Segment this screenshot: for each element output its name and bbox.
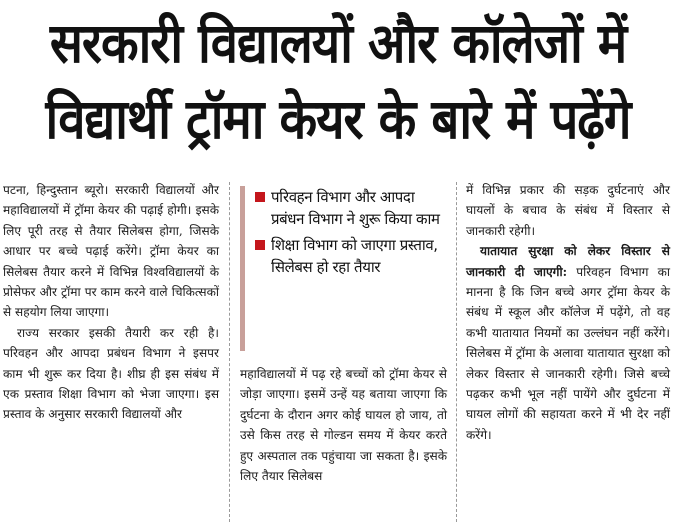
subhead-paragraph (466, 241, 670, 445)
headline-line-2: विद्यार्थी ट्रॉमा केयर के बारे में पढ़ेंगे (45, 87, 631, 152)
highlight-text: परिवहन विभाग और आपदा प्रबंधन विभाग ने शुरू किया काम (271, 188, 440, 228)
highlight-text: शिक्षा विभाग को जाएगा प्रस्ताव, सिलेबस हो रहा तैयार (271, 236, 438, 276)
paragraph: महाविद्यालयों में पढ़ रहे बच्चों को ट्रॉमा केयर से जोड़ा जाएगा। इसमें उन्हें यह बताया जाएगा कि दुर्घटना के दौरान अगर कोई घायल हो जाय, तो उसे किस तरह से गोल्डन समय में केयर करते हुए अस्पताल तक पहुंचाया जा सकता है। इसके लिए तैयार सिलेबस (240, 367, 447, 484)
column-divider (229, 182, 230, 522)
paragraph: में विभिन्न प्रकार की सड़क दुर्घटनाएं और घायलों के बचाव के संबंध में विस्तार से जानकारी रहेगी। (466, 183, 670, 238)
highlight-box (240, 186, 451, 351)
article-column-3 (466, 180, 670, 445)
paragraph-text: परिवहन विभाग का मानना है कि जिन बच्चे अगर ट्रॉमा केयर के संबंध में स्कूल और कॉलेज में पढ़ेंगे, तो वह कभी यातायात नियमों का उल्लंघन नहीं करेंगे। सिलेबस में ट्रॉमा के अलावा यातायात सुरक्षा को लेकर विस्तार से जानकारी रहेगी। जिसे बच्चे पढ़कर कभी भूल नहीं पायेंगे और दुर्घटना में घायल लोगों की सहायता करने में भी देर नहीं करेंगे। (466, 264, 670, 442)
headline-line-1: सरकारी विद्यालयों और कॉलेजों में (49, 11, 627, 76)
highlight-item (245, 234, 451, 278)
square-bullet-icon (255, 240, 265, 250)
square-bullet-icon (255, 192, 265, 202)
column-divider (456, 182, 457, 522)
article-column-1 (3, 180, 219, 425)
paragraph: पटना, हिन्दुस्तान ब्यूरो। सरकारी विद्यालयों और महाविद्यालयों में ट्रॉमा केयर की पढ़ाई होगी। इसके लिए पूरी तरह से तैयार सिलेबस होगा, जिसके आधार पर बच्चे पढ़ाई करेंगे। ट्रॉमा केयर का सिलेबस तैयार करने में विभिन्न विश्वविद्यालयों के प्रोसेफर और ट्रॉमा पर काम करने वाले चिकित्सकों से सहयोग लिया जाएगा। (3, 183, 219, 320)
subheading: यातायात सुरक्षा को लेकर विस्तार से जानकारी दी जाएगी: (466, 244, 670, 279)
paragraph: राज्य सरकार इसकी तैयारी कर रही है। परिवहन और आपदा प्रबंधन विभाग ने इसपर काम भी शुरू कर दिया है। शीघ्र ही इस संबंध में एक प्रस्ताव शिक्षा विभाग को भेजा जाएगा। इस प्रस्ताव के अनुसार सरकारी विद्यालयों और (3, 325, 219, 422)
highlight-item (245, 186, 451, 230)
